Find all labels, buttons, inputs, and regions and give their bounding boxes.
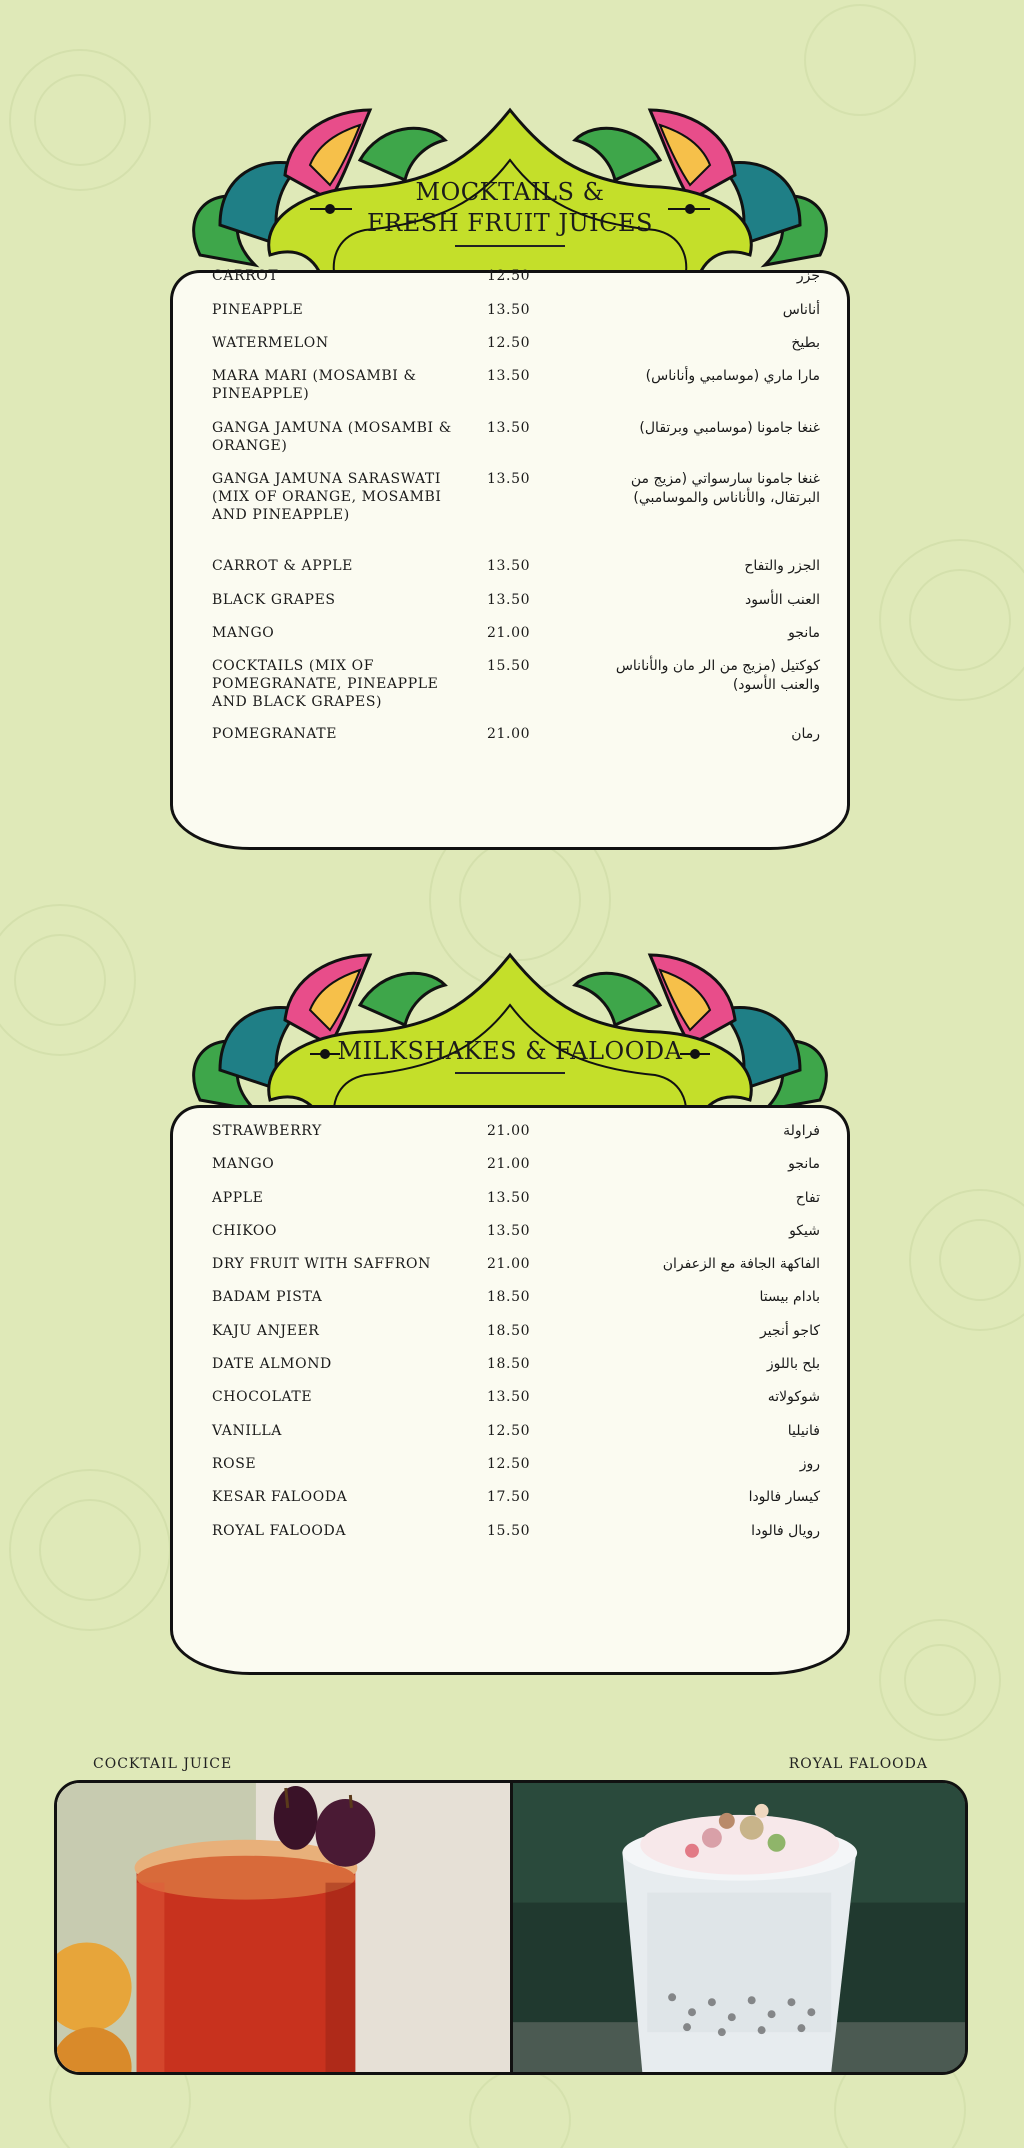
item-arabic-name: الجزر والتفاح — [744, 558, 820, 574]
item-arabic-name: غنغا جامونا سارسواتي (مزيج من البرتقال، والأناناس والموسامبي) — [630, 471, 820, 506]
menu-row — [212, 1189, 820, 1222]
item-arabic-name: بطيخ — [791, 335, 820, 351]
item-name: POMEGRANATE — [212, 726, 338, 742]
item-name: KESAR FALOODA — [212, 1489, 348, 1506]
item-price: 13.50 — [487, 368, 531, 384]
item-price: 15.50 — [487, 1522, 531, 1539]
item-price: 13.50 — [487, 302, 531, 318]
item-name: BLACK GRAPES — [212, 592, 336, 608]
item-price: 21.00 — [487, 1256, 531, 1273]
item-name: VANILLA — [212, 1422, 282, 1439]
item-name: ROYAL FALOODA — [212, 1522, 347, 1539]
cocktail-juice-label: COCKTAIL JUICE — [93, 1756, 233, 1772]
menu-row — [212, 1522, 820, 1555]
milkshakes-list — [212, 1122, 820, 1555]
item-price: 13.50 — [487, 1389, 531, 1406]
item-price: 12.50 — [487, 268, 531, 284]
item-price: 17.50 — [487, 1489, 531, 1506]
menu-row — [212, 1488, 820, 1521]
item-arabic-name: مانجو — [788, 625, 820, 641]
mocktails-title-line1: MOCKTAILS & — [415, 178, 605, 206]
title-underline — [455, 245, 565, 247]
item-price: 12.50 — [487, 1455, 531, 1472]
menu-row — [212, 1422, 820, 1455]
cocktail-juice-glass-icon — [57, 1783, 510, 2072]
royal-falooda-label: ROYAL FALOODA — [788, 1756, 928, 1772]
item-arabic-name: كاجو أنجير — [759, 1322, 820, 1339]
royal-falooda-photo — [513, 1783, 966, 2072]
item-arabic-name: مارا ماري (موسامبي وأناناس) — [645, 368, 820, 384]
item-price: 12.50 — [487, 1422, 531, 1439]
item-price: 13.50 — [487, 471, 531, 487]
menu-row — [212, 591, 820, 624]
menu-row — [212, 267, 820, 301]
item-name: MARA MARI (MOSAMBI & PINEAPPLE) — [212, 368, 417, 402]
menu-row — [212, 367, 820, 419]
milkshakes-title-text: MILKSHAKES & FALOODA — [337, 1037, 683, 1065]
item-price: 13.50 — [487, 592, 531, 608]
photo-strip — [54, 1780, 968, 2075]
item-price: 21.00 — [487, 625, 531, 641]
item-name: ROSE — [212, 1455, 257, 1472]
item-arabic-name: مانجو — [788, 1156, 820, 1173]
item-price: 12.50 — [487, 335, 531, 351]
menu-row — [212, 301, 820, 334]
item-price: 18.50 — [487, 1322, 531, 1339]
item-name: APPLE — [212, 1189, 264, 1206]
item-arabic-name: بادام بيستا — [759, 1289, 820, 1306]
menu-row — [212, 557, 820, 591]
mocktails-title — [330, 177, 690, 247]
item-arabic-name: الفاكهة الجافة مع الزعفران — [662, 1256, 820, 1273]
menu-row — [212, 1288, 820, 1321]
item-price: 18.50 — [487, 1289, 531, 1306]
menu-row — [212, 1355, 820, 1388]
mocktails-section — [160, 105, 860, 850]
menu-row — [212, 334, 820, 367]
menu-row — [212, 1322, 820, 1355]
item-name: CHIKOO — [212, 1222, 278, 1239]
item-price: 13.50 — [487, 1189, 531, 1206]
item-arabic-name: شوكولاته — [767, 1389, 820, 1406]
item-arabic-name: شيكو — [789, 1222, 820, 1239]
item-name: GANGA JAMUNA SARASWATI (MIX OF ORANGE, MOSAMBI AND PINEAPPLE) — [212, 471, 442, 523]
item-price: 21.00 — [487, 1123, 531, 1139]
item-name: MANGO — [212, 1156, 275, 1173]
mocktails-list — [212, 267, 820, 755]
menu-row — [212, 419, 820, 470]
item-price: 13.50 — [487, 1222, 531, 1239]
item-price: 21.00 — [487, 1156, 531, 1173]
item-name: WATERMELON — [212, 335, 329, 351]
item-arabic-name: رمان — [791, 726, 820, 742]
item-arabic-name: جزر — [796, 268, 820, 284]
menu-row — [212, 1255, 820, 1288]
item-arabic-name: روز — [799, 1455, 820, 1472]
mocktails-title-line2: FRESH FRUIT JUICES — [367, 209, 653, 237]
item-price: 13.50 — [487, 558, 531, 574]
item-arabic-name: كيسار فالودا — [748, 1489, 820, 1506]
menu-row — [212, 624, 820, 657]
menu-row — [212, 1155, 820, 1188]
milkshakes-title — [330, 1036, 690, 1074]
item-arabic-name: بلح باللوز — [766, 1356, 820, 1373]
item-price: 13.50 — [487, 420, 531, 436]
item-name: CARROT — [212, 268, 279, 284]
menu-row — [212, 1222, 820, 1255]
royal-falooda-glass-icon — [513, 1783, 966, 2072]
item-name: GANGA JAMUNA (MOSAMBI & ORANGE) — [212, 420, 452, 454]
item-arabic-name: فراولة — [783, 1123, 820, 1139]
item-arabic-name: تفاح — [795, 1189, 820, 1206]
item-name: BADAM PISTA — [212, 1289, 323, 1306]
item-arabic-name: كوكتيل (مزيج من الر مان والأناناس والعنب الأسود) — [615, 658, 820, 693]
item-price: 15.50 — [487, 658, 531, 674]
cocktail-juice-photo — [57, 1783, 513, 2072]
item-name: STRAWBERRY — [212, 1123, 322, 1139]
item-name: DRY FRUIT WITH SAFFRON — [212, 1256, 431, 1273]
item-name: PINEAPPLE — [212, 302, 304, 318]
menu-row — [212, 725, 820, 755]
menu-row — [212, 657, 820, 725]
title-underline — [455, 1072, 565, 1074]
item-arabic-name: رويال فالودا — [751, 1522, 820, 1539]
item-name: MANGO — [212, 625, 275, 641]
item-arabic-name: أناناس — [782, 302, 820, 318]
item-arabic-name: غنغا جامونا (موسامبي وبرتقال) — [639, 420, 820, 436]
milkshakes-section — [160, 950, 860, 1680]
item-name: CHOCOLATE — [212, 1389, 313, 1406]
item-name: DATE ALMOND — [212, 1356, 332, 1373]
menu-row — [212, 470, 820, 557]
item-name: KAJU ANJEER — [212, 1322, 320, 1339]
item-price: 21.00 — [487, 726, 531, 742]
item-name: CARROT & APPLE — [212, 558, 353, 574]
item-price: 18.50 — [487, 1356, 531, 1373]
item-name: COCKTAILS (MIX OF POMEGRANATE, PINEAPPLE AND BLACK GRAPES) — [212, 658, 439, 710]
menu-row — [212, 1388, 820, 1421]
item-arabic-name: فانيليا — [787, 1422, 820, 1439]
menu-row — [212, 1122, 820, 1155]
item-arabic-name: العنب الأسود — [745, 592, 820, 608]
menu-row — [212, 1455, 820, 1488]
